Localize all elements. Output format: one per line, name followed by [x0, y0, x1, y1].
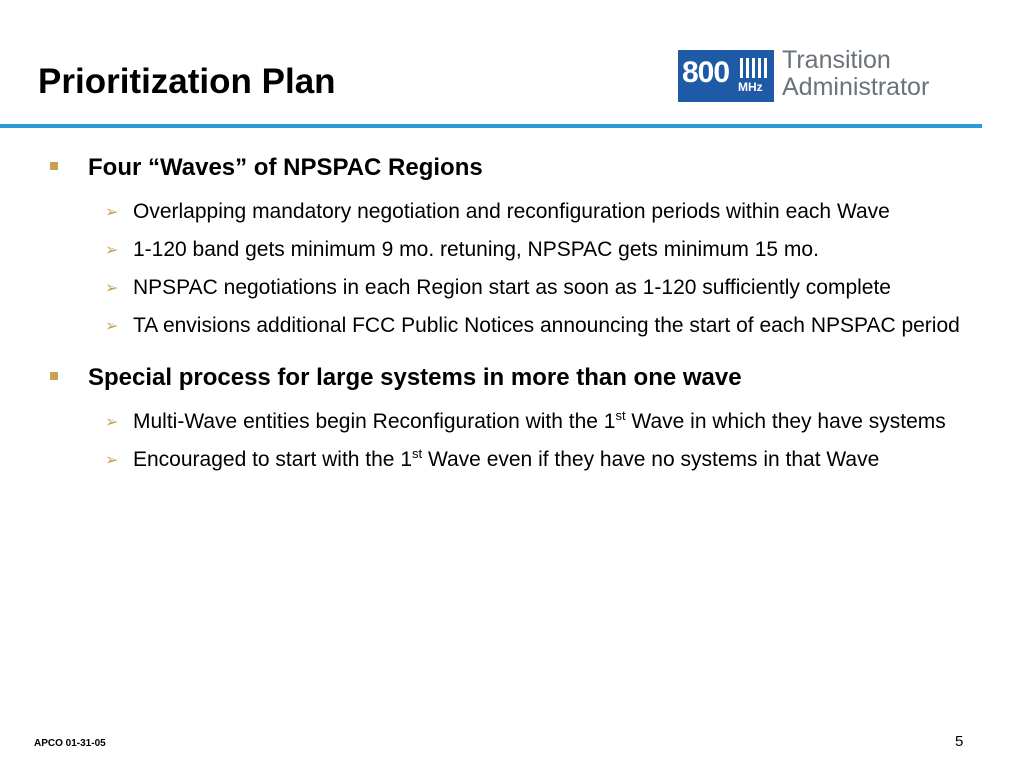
sub-bullet-text: Overlapping mandatory negotiation and reconfiguration periods within each Wave	[133, 200, 890, 223]
sub-bullet-item	[0, 238, 978, 262]
sub-bullet-text: Multi-Wave entities begin Reconfiguration with the 1st Wave in which they have systems	[133, 408, 946, 433]
logo-line1: Transition	[782, 46, 891, 74]
arrow-bullet-icon: ➢	[105, 452, 119, 469]
bullet-item	[0, 152, 1024, 184]
sub-bullet-text: Encouraged to start with the 1st Wave even if they have no systems in that Wave	[133, 446, 880, 471]
sub-bullet-text: NPSPAC negotiations in each Region start as soon as 1-120 sufficiently complete	[133, 276, 891, 299]
arrow-bullet-icon: ➢	[105, 318, 119, 335]
arrow-bullet-icon: ➢	[105, 204, 119, 221]
bullet-group	[0, 152, 1024, 338]
bullet-item	[0, 362, 1024, 394]
footer-text: APCO 01-31-05	[34, 738, 106, 749]
sub-bullet-text: TA envisions additional FCC Public Notices announcing the start of each NPSPAC period	[133, 314, 960, 337]
superscript: st	[615, 408, 626, 423]
bullet-text: Four “Waves” of NPSPAC Regions	[88, 154, 483, 181]
square-bullet-icon	[50, 372, 58, 380]
logo-badge	[678, 50, 774, 102]
arrow-bullet-icon: ➢	[105, 280, 119, 297]
sub-bullet-item	[0, 448, 978, 472]
page-number: 5	[955, 733, 964, 750]
slide-title: Prioritization Plan	[38, 62, 336, 101]
logo-wordmark	[782, 47, 929, 101]
slide-body	[0, 152, 1024, 496]
sub-bullet-item	[0, 314, 978, 338]
transition-administrator-logo	[678, 47, 978, 105]
bullet-group	[0, 362, 1024, 472]
sub-bullet-text: 1-120 band gets minimum 9 mo. retuning, NPSPAC gets minimum 15 mo.	[133, 238, 819, 261]
signal-bars-icon	[740, 58, 768, 78]
superscript: st	[412, 446, 423, 461]
square-bullet-icon	[50, 162, 58, 170]
arrow-bullet-icon: ➢	[105, 414, 119, 431]
sub-bullet-item	[0, 200, 978, 224]
sub-bullet-item	[0, 410, 978, 434]
logo-number: 800	[682, 56, 730, 89]
sub-bullet-item	[0, 276, 978, 300]
bullet-text: Special process for large systems in more than one wave	[88, 364, 742, 391]
title-divider	[0, 124, 982, 128]
logo-line2: Administrator	[782, 73, 930, 101]
logo-unit: MHz	[738, 80, 763, 94]
arrow-bullet-icon: ➢	[105, 242, 119, 259]
